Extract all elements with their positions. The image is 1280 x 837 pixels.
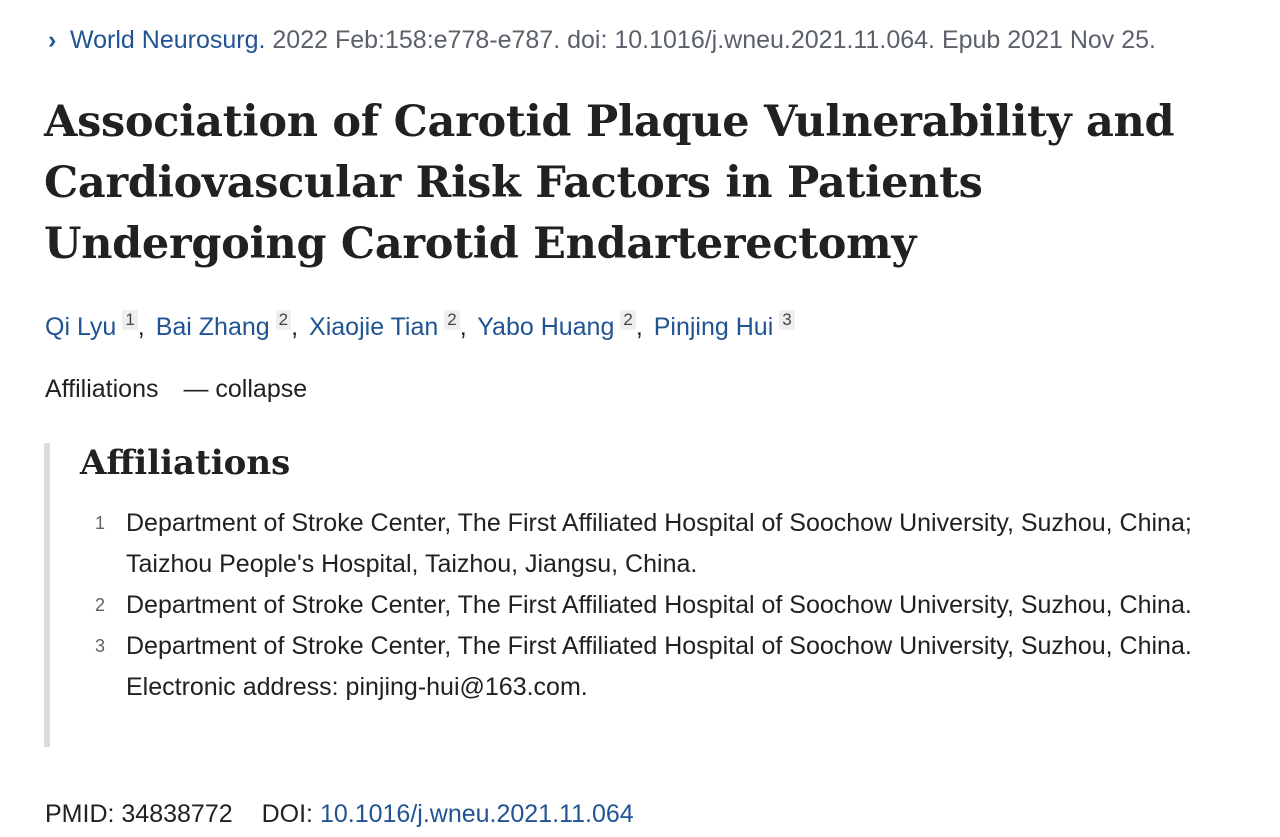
affiliation-text: Department of Stroke Center, The First Affiliated Hospital of Soochow University, Suzhou, China; Taizhou People's Hospital, Taizhou, Jiangsu, China.	[126, 509, 1192, 578]
author-list: Qi Lyu 1 , Bai Zhang 2 , Xiaojie Tian 2 , Yabo Huang 2 , Pinjing Hui 3	[45, 310, 795, 344]
affiliation-item	[90, 626, 1240, 708]
affiliation-text: Department of Stroke Center, The First Affiliated Hospital of Soochow University, Suzhou, China. Electronic address: pinjing-hui@163.com.	[126, 632, 1192, 701]
author-link[interactable]: Yabo Huang	[477, 313, 615, 341]
collapse-button[interactable]: — collapse	[183, 375, 308, 403]
citation-line	[48, 24, 1156, 56]
affiliation-number: 1	[95, 513, 106, 533]
affiliation-number: 3	[95, 636, 106, 656]
journal-link[interactable]: World Neurosurg.	[70, 26, 266, 54]
doi-label: DOI:	[261, 800, 313, 828]
affiliation-number: 2	[95, 595, 106, 615]
author-link[interactable]: Xiaojie Tian	[309, 313, 439, 341]
chevron-right-icon[interactable]: ›	[48, 26, 57, 54]
citation-details: 2022 Feb:158:e778-e787. doi: 10.1016/j.wneu.2021.11.064. Epub 2021 Nov 25.	[272, 26, 1156, 54]
affiliations-list	[90, 503, 1240, 708]
affiliation-superscript[interactable]: 2	[620, 310, 635, 330]
author-link[interactable]: Qi Lyu	[45, 313, 117, 341]
author-link[interactable]: Bai Zhang	[155, 313, 270, 341]
affiliations-heading: Affiliations	[80, 443, 291, 483]
affiliation-superscript[interactable]: 2	[276, 310, 291, 330]
affiliations-panel	[44, 443, 1250, 747]
article-identifiers	[45, 798, 634, 830]
affiliations-toggle-label: Affiliations	[45, 375, 159, 403]
article-title: Association of Carotid Plaque Vulnerability and Cardiovascular Risk Factors in Patients Undergoing Carotid Endarterectomy	[44, 97, 1175, 269]
affiliation-superscript[interactable]: 1	[122, 310, 137, 330]
pmid-value: 34838772	[121, 800, 233, 828]
affiliations-toggle	[45, 373, 307, 405]
affiliation-superscript[interactable]: 3	[779, 310, 794, 330]
affiliation-item	[90, 585, 1240, 626]
affiliation-text: Department of Stroke Center, The First Affiliated Hospital of Soochow University, Suzhou, China.	[126, 591, 1192, 619]
affiliation-superscript[interactable]: 2	[444, 310, 459, 330]
affiliation-item	[90, 503, 1240, 585]
author-link[interactable]: Pinjing Hui	[653, 313, 774, 341]
pmid-label: PMID:	[45, 800, 115, 828]
doi-link[interactable]: 10.1016/j.wneu.2021.11.064	[319, 800, 634, 828]
